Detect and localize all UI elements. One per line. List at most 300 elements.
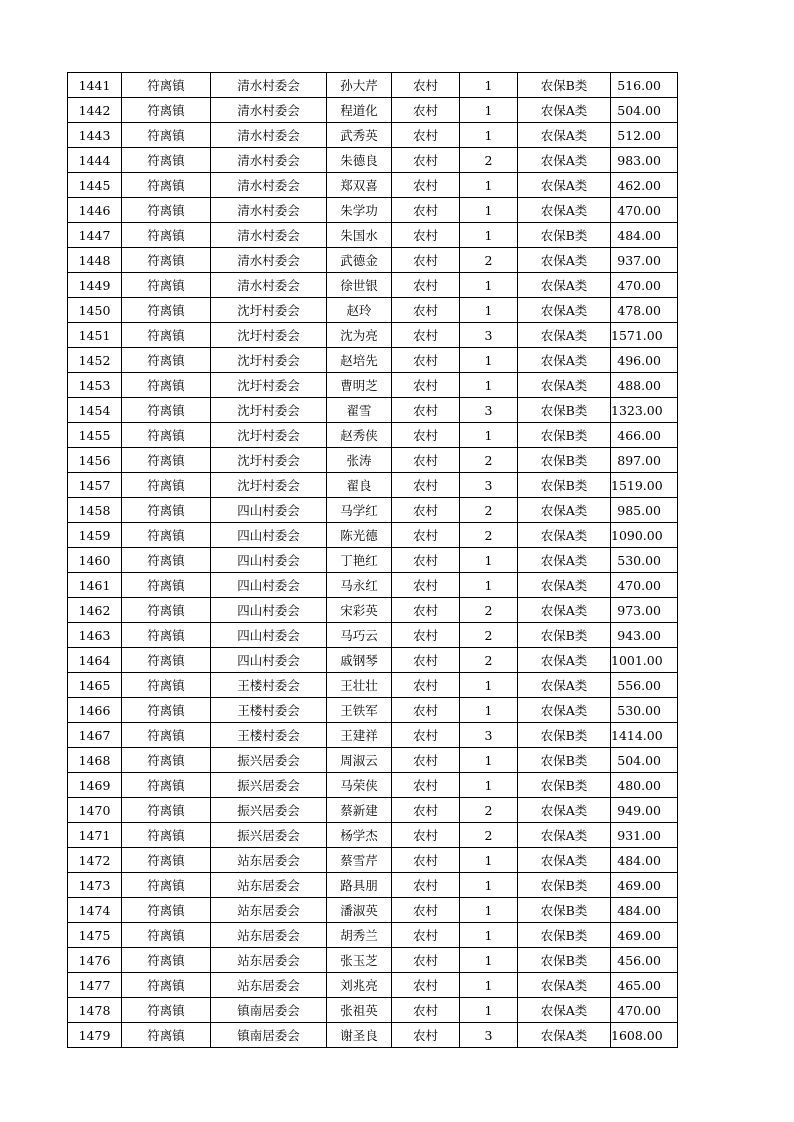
table-row	[68, 923, 678, 948]
area-type-cell: 农村	[392, 723, 460, 748]
table-row	[68, 223, 678, 248]
committee-name-cell: 站东居委会	[211, 898, 327, 923]
amount-cell: 484.00	[611, 223, 678, 248]
insurance-category-cell: 农保B类	[518, 748, 611, 773]
town-name-cell: 符离镇	[122, 448, 211, 473]
household-count-cell: 1	[460, 548, 518, 573]
person-name-cell: 赵培先	[327, 348, 392, 373]
household-count-cell: 3	[460, 1023, 518, 1048]
town-name-cell: 符离镇	[122, 948, 211, 973]
committee-name-cell: 站东居委会	[211, 923, 327, 948]
amount-cell: 1519.00	[611, 473, 678, 498]
row-number-cell: 1468	[68, 748, 122, 773]
amount-cell: 504.00	[611, 748, 678, 773]
area-type-cell: 农村	[392, 273, 460, 298]
person-name-cell: 曹明芝	[327, 373, 392, 398]
row-number-cell: 1451	[68, 323, 122, 348]
committee-name-cell: 沈圩村委会	[211, 348, 327, 373]
person-name-cell: 翟雪	[327, 398, 392, 423]
household-count-cell: 3	[460, 398, 518, 423]
area-type-cell: 农村	[392, 523, 460, 548]
household-count-cell: 1	[460, 373, 518, 398]
table-row	[68, 823, 678, 848]
row-number-cell: 1465	[68, 673, 122, 698]
committee-name-cell: 王楼村委会	[211, 723, 327, 748]
town-name-cell: 符离镇	[122, 873, 211, 898]
area-type-cell: 农村	[392, 748, 460, 773]
committee-name-cell: 沈圩村委会	[211, 373, 327, 398]
table-row	[68, 198, 678, 223]
table-row	[68, 173, 678, 198]
committee-name-cell: 四山村委会	[211, 623, 327, 648]
person-name-cell: 马巧云	[327, 623, 392, 648]
committee-name-cell: 沈圩村委会	[211, 448, 327, 473]
amount-cell: 465.00	[611, 973, 678, 998]
insurance-category-cell: 农保A类	[518, 798, 611, 823]
amount-cell: 1571.00	[611, 323, 678, 348]
insurance-category-cell: 农保A类	[518, 973, 611, 998]
row-number-cell: 1469	[68, 773, 122, 798]
amount-cell: 530.00	[611, 698, 678, 723]
committee-name-cell: 沈圩村委会	[211, 473, 327, 498]
insurance-category-cell: 农保A类	[518, 598, 611, 623]
area-type-cell: 农村	[392, 798, 460, 823]
row-number-cell: 1443	[68, 123, 122, 148]
insurance-category-cell: 农保B类	[518, 923, 611, 948]
person-name-cell: 翟良	[327, 473, 392, 498]
insurance-category-cell: 农保B类	[518, 398, 611, 423]
household-count-cell: 1	[460, 773, 518, 798]
row-number-cell: 1478	[68, 998, 122, 1023]
row-number-cell: 1446	[68, 198, 122, 223]
household-count-cell: 3	[460, 723, 518, 748]
town-name-cell: 符离镇	[122, 498, 211, 523]
table-row	[68, 748, 678, 773]
insurance-category-cell: 农保B类	[518, 723, 611, 748]
household-count-cell: 1	[460, 748, 518, 773]
row-number-cell: 1445	[68, 173, 122, 198]
person-name-cell: 蔡雪芹	[327, 848, 392, 873]
amount-cell: 1414.00	[611, 723, 678, 748]
committee-name-cell: 清水村委会	[211, 198, 327, 223]
town-name-cell: 符离镇	[122, 423, 211, 448]
amount-cell: 470.00	[611, 198, 678, 223]
amount-cell: 470.00	[611, 273, 678, 298]
amount-cell: 973.00	[611, 598, 678, 623]
person-name-cell: 朱国水	[327, 223, 392, 248]
amount-cell: 1608.00	[611, 1023, 678, 1048]
person-name-cell: 戚钢琴	[327, 648, 392, 673]
household-count-cell: 1	[460, 123, 518, 148]
town-name-cell: 符离镇	[122, 198, 211, 223]
amount-cell: 516.00	[611, 73, 678, 98]
town-name-cell: 符离镇	[122, 748, 211, 773]
town-name-cell: 符离镇	[122, 298, 211, 323]
household-count-cell: 2	[460, 648, 518, 673]
committee-name-cell: 四山村委会	[211, 548, 327, 573]
area-type-cell: 农村	[392, 123, 460, 148]
insurance-category-cell: 农保B类	[518, 448, 611, 473]
area-type-cell: 农村	[392, 698, 460, 723]
insurance-category-cell: 农保B类	[518, 423, 611, 448]
insurance-category-cell: 农保A类	[518, 148, 611, 173]
table-row	[68, 523, 678, 548]
town-name-cell: 符离镇	[122, 673, 211, 698]
committee-name-cell: 四山村委会	[211, 573, 327, 598]
area-type-cell: 农村	[392, 173, 460, 198]
household-count-cell: 1	[460, 273, 518, 298]
area-type-cell: 农村	[392, 898, 460, 923]
town-name-cell: 符离镇	[122, 548, 211, 573]
area-type-cell: 农村	[392, 448, 460, 473]
town-name-cell: 符离镇	[122, 1023, 211, 1048]
table-row	[68, 123, 678, 148]
committee-name-cell: 站东居委会	[211, 848, 327, 873]
household-count-cell: 1	[460, 923, 518, 948]
person-name-cell: 丁艳红	[327, 548, 392, 573]
insurance-category-cell: 农保B类	[518, 623, 611, 648]
insurance-category-cell: 农保A类	[518, 323, 611, 348]
area-type-cell: 农村	[392, 323, 460, 348]
row-number-cell: 1453	[68, 373, 122, 398]
insurance-category-cell: 农保A类	[518, 98, 611, 123]
committee-name-cell: 沈圩村委会	[211, 323, 327, 348]
amount-cell: 484.00	[611, 898, 678, 923]
row-number-cell: 1449	[68, 273, 122, 298]
committee-name-cell: 镇南居委会	[211, 998, 327, 1023]
row-number-cell: 1479	[68, 1023, 122, 1048]
person-name-cell: 蔡新建	[327, 798, 392, 823]
person-name-cell: 王铁军	[327, 698, 392, 723]
row-number-cell: 1460	[68, 548, 122, 573]
insurance-category-cell: 农保A类	[518, 548, 611, 573]
amount-cell: 1323.00	[611, 398, 678, 423]
amount-cell: 949.00	[611, 798, 678, 823]
committee-name-cell: 振兴居委会	[211, 823, 327, 848]
town-name-cell: 符离镇	[122, 648, 211, 673]
person-name-cell: 程道化	[327, 98, 392, 123]
amount-cell: 469.00	[611, 873, 678, 898]
table-row	[68, 473, 678, 498]
person-name-cell: 马荣侠	[327, 773, 392, 798]
insurance-category-cell: 农保A类	[518, 848, 611, 873]
person-name-cell: 赵秀侠	[327, 423, 392, 448]
table-row	[68, 298, 678, 323]
amount-cell: 1090.00	[611, 523, 678, 548]
amount-cell: 897.00	[611, 448, 678, 473]
insurance-category-cell: 农保B类	[518, 473, 611, 498]
insurance-category-cell: 农保B类	[518, 773, 611, 798]
area-type-cell: 农村	[392, 198, 460, 223]
household-count-cell: 3	[460, 473, 518, 498]
area-type-cell: 农村	[392, 98, 460, 123]
household-count-cell: 3	[460, 323, 518, 348]
town-name-cell: 符离镇	[122, 573, 211, 598]
person-name-cell: 张涛	[327, 448, 392, 473]
table-row	[68, 548, 678, 573]
table-body	[68, 73, 678, 1048]
row-number-cell: 1467	[68, 723, 122, 748]
amount-cell: 556.00	[611, 673, 678, 698]
table-row	[68, 898, 678, 923]
area-type-cell: 农村	[392, 873, 460, 898]
table-row	[68, 248, 678, 273]
insurance-category-cell: 农保A类	[518, 998, 611, 1023]
table-row	[68, 423, 678, 448]
area-type-cell: 农村	[392, 923, 460, 948]
committee-name-cell: 沈圩村委会	[211, 298, 327, 323]
row-number-cell: 1472	[68, 848, 122, 873]
household-count-cell: 1	[460, 973, 518, 998]
person-name-cell: 张祖英	[327, 998, 392, 1023]
town-name-cell: 符离镇	[122, 323, 211, 348]
household-count-cell: 1	[460, 298, 518, 323]
table-row	[68, 73, 678, 98]
area-type-cell: 农村	[392, 948, 460, 973]
household-count-cell: 2	[460, 248, 518, 273]
table-row	[68, 848, 678, 873]
table-row	[68, 798, 678, 823]
town-name-cell: 符离镇	[122, 123, 211, 148]
person-name-cell: 谢圣良	[327, 1023, 392, 1048]
household-count-cell: 1	[460, 573, 518, 598]
amount-cell: 504.00	[611, 98, 678, 123]
data-sheet	[67, 72, 677, 1048]
town-name-cell: 符离镇	[122, 923, 211, 948]
insurance-category-cell: 农保B类	[518, 898, 611, 923]
amount-cell: 983.00	[611, 148, 678, 173]
amount-cell: 478.00	[611, 298, 678, 323]
row-number-cell: 1470	[68, 798, 122, 823]
town-name-cell: 符离镇	[122, 473, 211, 498]
area-type-cell: 农村	[392, 598, 460, 623]
row-number-cell: 1448	[68, 248, 122, 273]
household-count-cell: 2	[460, 523, 518, 548]
row-number-cell: 1454	[68, 398, 122, 423]
committee-name-cell: 四山村委会	[211, 598, 327, 623]
committee-name-cell: 清水村委会	[211, 273, 327, 298]
amount-cell: 943.00	[611, 623, 678, 648]
town-name-cell: 符离镇	[122, 848, 211, 873]
committee-name-cell: 站东居委会	[211, 973, 327, 998]
row-number-cell: 1464	[68, 648, 122, 673]
household-count-cell: 1	[460, 673, 518, 698]
amount-cell: 484.00	[611, 848, 678, 873]
amount-cell: 469.00	[611, 923, 678, 948]
area-type-cell: 农村	[392, 398, 460, 423]
table-row	[68, 873, 678, 898]
town-name-cell: 符离镇	[122, 398, 211, 423]
insurance-category-cell: 农保A类	[518, 348, 611, 373]
household-count-cell: 1	[460, 73, 518, 98]
area-type-cell: 农村	[392, 673, 460, 698]
household-count-cell: 2	[460, 148, 518, 173]
insurance-category-cell: 农保B类	[518, 948, 611, 973]
row-number-cell: 1457	[68, 473, 122, 498]
row-number-cell: 1477	[68, 973, 122, 998]
town-name-cell: 符离镇	[122, 898, 211, 923]
insurance-category-cell: 农保B类	[518, 73, 611, 98]
record-table	[67, 72, 678, 1048]
committee-name-cell: 四山村委会	[211, 523, 327, 548]
insurance-category-cell: 农保A类	[518, 823, 611, 848]
household-count-cell: 1	[460, 348, 518, 373]
person-name-cell: 周淑云	[327, 748, 392, 773]
amount-cell: 931.00	[611, 823, 678, 848]
amount-cell: 466.00	[611, 423, 678, 448]
row-number-cell: 1473	[68, 873, 122, 898]
area-type-cell: 农村	[392, 998, 460, 1023]
row-number-cell: 1458	[68, 498, 122, 523]
town-name-cell: 符离镇	[122, 223, 211, 248]
insurance-category-cell: 农保A类	[518, 298, 611, 323]
person-name-cell: 陈光德	[327, 523, 392, 548]
committee-name-cell: 清水村委会	[211, 248, 327, 273]
amount-cell: 530.00	[611, 548, 678, 573]
person-name-cell: 王壮壮	[327, 673, 392, 698]
amount-cell: 480.00	[611, 773, 678, 798]
amount-cell: 512.00	[611, 123, 678, 148]
row-number-cell: 1459	[68, 523, 122, 548]
town-name-cell: 符离镇	[122, 773, 211, 798]
amount-cell: 985.00	[611, 498, 678, 523]
row-number-cell: 1462	[68, 598, 122, 623]
table-row	[68, 148, 678, 173]
row-number-cell: 1463	[68, 623, 122, 648]
committee-name-cell: 振兴居委会	[211, 748, 327, 773]
person-name-cell: 徐世银	[327, 273, 392, 298]
table-row	[68, 623, 678, 648]
row-number-cell: 1441	[68, 73, 122, 98]
committee-name-cell: 清水村委会	[211, 223, 327, 248]
committee-name-cell: 振兴居委会	[211, 798, 327, 823]
amount-cell: 1001.00	[611, 648, 678, 673]
insurance-category-cell: 农保A类	[518, 373, 611, 398]
person-name-cell: 王建祥	[327, 723, 392, 748]
household-count-cell: 1	[460, 873, 518, 898]
household-count-cell: 1	[460, 848, 518, 873]
town-name-cell: 符离镇	[122, 798, 211, 823]
row-number-cell: 1471	[68, 823, 122, 848]
household-count-cell: 2	[460, 598, 518, 623]
committee-name-cell: 清水村委会	[211, 123, 327, 148]
table-row	[68, 973, 678, 998]
town-name-cell: 符离镇	[122, 998, 211, 1023]
table-row	[68, 573, 678, 598]
area-type-cell: 农村	[392, 248, 460, 273]
household-count-cell: 2	[460, 823, 518, 848]
row-number-cell: 1450	[68, 298, 122, 323]
insurance-category-cell: 农保A类	[518, 673, 611, 698]
amount-cell: 456.00	[611, 948, 678, 973]
table-row	[68, 348, 678, 373]
committee-name-cell: 镇南居委会	[211, 1023, 327, 1048]
area-type-cell: 农村	[392, 823, 460, 848]
committee-name-cell: 清水村委会	[211, 73, 327, 98]
person-name-cell: 马学红	[327, 498, 392, 523]
insurance-category-cell: 农保A类	[518, 698, 611, 723]
table-row	[68, 773, 678, 798]
insurance-category-cell: 农保A类	[518, 173, 611, 198]
person-name-cell: 朱德良	[327, 148, 392, 173]
table-row	[68, 648, 678, 673]
person-name-cell: 宋彩英	[327, 598, 392, 623]
area-type-cell: 农村	[392, 573, 460, 598]
household-count-cell: 1	[460, 173, 518, 198]
table-row	[68, 673, 678, 698]
row-number-cell: 1447	[68, 223, 122, 248]
committee-name-cell: 振兴居委会	[211, 773, 327, 798]
household-count-cell: 1	[460, 948, 518, 973]
insurance-category-cell: 农保A类	[518, 248, 611, 273]
town-name-cell: 符离镇	[122, 148, 211, 173]
row-number-cell: 1452	[68, 348, 122, 373]
committee-name-cell: 清水村委会	[211, 148, 327, 173]
town-name-cell: 符离镇	[122, 248, 211, 273]
town-name-cell: 符离镇	[122, 973, 211, 998]
person-name-cell: 沈为亮	[327, 323, 392, 348]
person-name-cell: 武德金	[327, 248, 392, 273]
area-type-cell: 农村	[392, 498, 460, 523]
insurance-category-cell: 农保B类	[518, 873, 611, 898]
person-name-cell: 杨学杰	[327, 823, 392, 848]
area-type-cell: 农村	[392, 848, 460, 873]
insurance-category-cell: 农保A类	[518, 123, 611, 148]
household-count-cell: 1	[460, 423, 518, 448]
person-name-cell: 胡秀兰	[327, 923, 392, 948]
town-name-cell: 符离镇	[122, 98, 211, 123]
area-type-cell: 农村	[392, 973, 460, 998]
household-count-cell: 1	[460, 698, 518, 723]
row-number-cell: 1444	[68, 148, 122, 173]
area-type-cell: 农村	[392, 373, 460, 398]
household-count-cell: 2	[460, 623, 518, 648]
area-type-cell: 农村	[392, 473, 460, 498]
committee-name-cell: 沈圩村委会	[211, 398, 327, 423]
insurance-category-cell: 农保A类	[518, 198, 611, 223]
area-type-cell: 农村	[392, 1023, 460, 1048]
table-row	[68, 723, 678, 748]
row-number-cell: 1442	[68, 98, 122, 123]
table-row	[68, 698, 678, 723]
committee-name-cell: 清水村委会	[211, 98, 327, 123]
row-number-cell: 1476	[68, 948, 122, 973]
table-row	[68, 498, 678, 523]
person-name-cell: 刘兆亮	[327, 973, 392, 998]
person-name-cell: 潘淑英	[327, 898, 392, 923]
row-number-cell: 1455	[68, 423, 122, 448]
household-count-cell: 2	[460, 498, 518, 523]
area-type-cell: 农村	[392, 148, 460, 173]
committee-name-cell: 清水村委会	[211, 173, 327, 198]
household-count-cell: 1	[460, 898, 518, 923]
household-count-cell: 1	[460, 198, 518, 223]
town-name-cell: 符离镇	[122, 723, 211, 748]
amount-cell: 496.00	[611, 348, 678, 373]
row-number-cell: 1466	[68, 698, 122, 723]
table-row	[68, 98, 678, 123]
committee-name-cell: 沈圩村委会	[211, 423, 327, 448]
area-type-cell: 农村	[392, 623, 460, 648]
insurance-category-cell: 农保A类	[518, 573, 611, 598]
town-name-cell: 符离镇	[122, 348, 211, 373]
committee-name-cell: 王楼村委会	[211, 673, 327, 698]
area-type-cell: 农村	[392, 298, 460, 323]
area-type-cell: 农村	[392, 773, 460, 798]
committee-name-cell: 四山村委会	[211, 498, 327, 523]
area-type-cell: 农村	[392, 73, 460, 98]
person-name-cell: 张玉芝	[327, 948, 392, 973]
